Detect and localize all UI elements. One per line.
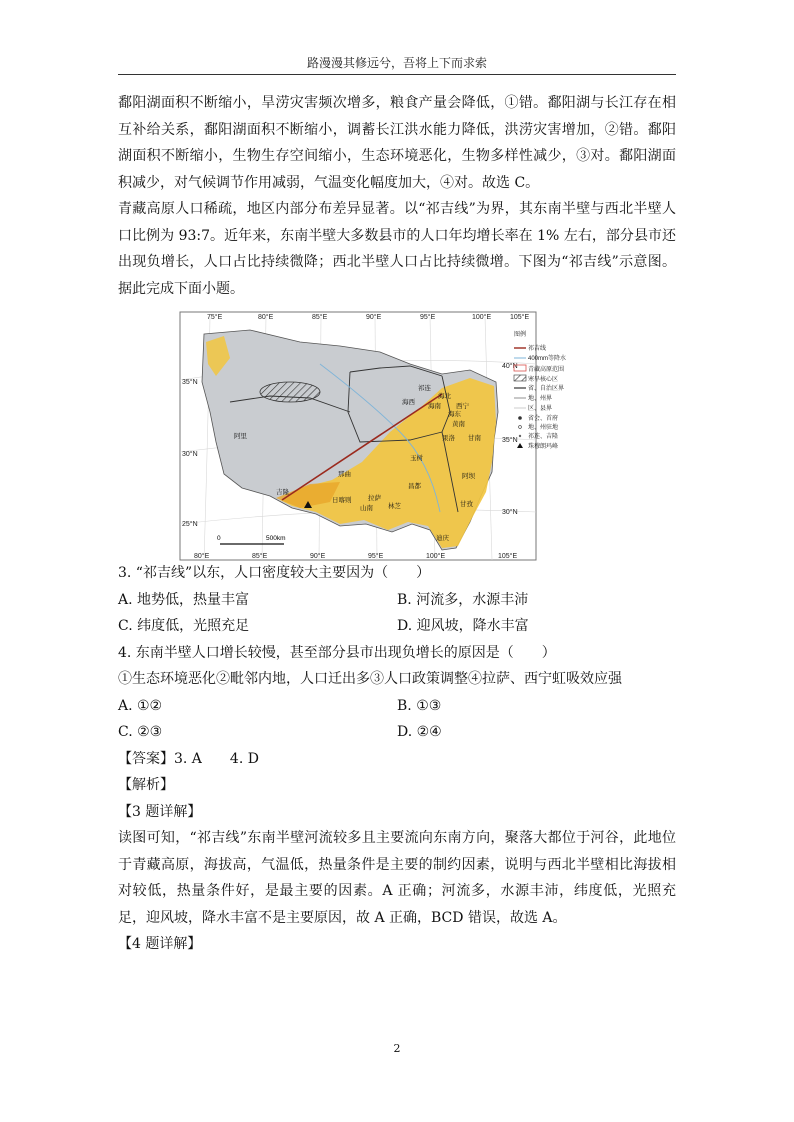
analysis-label: 【解析】 [118, 777, 174, 793]
bottom-lon-label: 100°E [426, 553, 446, 560]
place-label: 海北 [438, 393, 451, 400]
place-label: 阿坝 [462, 473, 475, 480]
page-content [118, 90, 676, 958]
bottom-lon-label: 95°E [368, 553, 384, 560]
q3-detail-label: 【3 题详解】 [118, 803, 202, 820]
q3-option-d: D. 迎风坡，降水丰富 [397, 618, 529, 634]
place-label: 昌都 [408, 483, 421, 490]
q4-options-row-1 [118, 693, 676, 720]
left-lat-label: 35°N [182, 379, 198, 386]
top-lon-label: 90°E [366, 314, 382, 321]
place-label: 玉树 [410, 455, 423, 462]
paragraph-poyang: 鄱阳湖面积不断缩小，旱涝灾害频次增多，粮食产量会降低，①错。鄱阳湖与长江存在相互补给关系，鄱阳湖面积不断缩小，调蓄长江洪水能力降低，洪涝灾害增加，②错。鄱阳湖面积不断缩小，生物生存空间缩小，生态环境恶化，生物多样性减少，③对。鄱阳湖面积减少，对气候调节作用减弱，气温变化幅度加大，④对。故选 C。 [118, 95, 676, 191]
top-lon-label: 85°E [312, 314, 328, 321]
left-lat-label: 25°N [182, 521, 198, 528]
q4-stem: 4. 东南半壁人口增长较慢，甚至部分县市出现负增长的原因是（ ） [118, 644, 556, 661]
q4-option-c: C. ②③ [118, 724, 163, 740]
place-label: 吉隆 [276, 489, 289, 496]
legend-item: 省、自治区界 [528, 386, 565, 392]
q4-option-d: D. ②④ [397, 724, 442, 740]
place-label: 拉萨 [368, 495, 381, 502]
bottom-lon-label: 105°E [498, 553, 518, 560]
place-label: 海南 [428, 403, 441, 410]
q4-statements: ①生态环境恶化②毗邻内地，人口迁出多③人口政策调整④拉萨、西宁虹吸效应强 [118, 671, 622, 687]
bottom-lon-label: 80°E [194, 553, 210, 560]
paragraph-intro: 青藏高原人口稀疏，地区内部分布差异显著。以“祁吉线”为界，其东南半壁与西北半壁人口比例为 93:7。近年来，东南半壁大多数县市的人口年均增长率在 1% 左右，部分县市还出现负增长，人口占比持续微降；西北半壁人口占比持续微增。下图为“祁吉线”示意图。据此完成下面小题。 [118, 201, 676, 297]
answer-line: 【答案】3. A 4. D [118, 750, 259, 767]
right-lat-label: 40°N [502, 363, 518, 370]
legend-item: 区、县界 [528, 406, 553, 412]
place-label: 甘南 [468, 435, 481, 442]
q4-option-a: A. ①② [118, 697, 163, 714]
q4-options-row-2 [118, 719, 676, 746]
q3-stem: 3. “祁吉线”以东，人口密度较大主要因为（ ） [118, 565, 431, 581]
legend-item: 寒旱核心区 [528, 377, 559, 383]
place-label: 西宁 [456, 403, 469, 410]
legend-item: 400mm等降水 [528, 356, 567, 362]
q4-option-b: B. ①③ [397, 697, 442, 714]
qiji-line-map [180, 312, 567, 560]
place-label: 果洛 [442, 435, 455, 442]
left-lat-label: 30°N [182, 451, 198, 458]
place-label: 迪庆 [436, 535, 449, 542]
place-label: 林芝 [388, 503, 401, 510]
arid-core-area [260, 382, 320, 402]
place-label: 阿里 [234, 433, 247, 440]
place-label: 山南 [360, 505, 373, 512]
top-lon-label: 75°E [207, 314, 223, 321]
place-label: 那曲 [338, 471, 351, 478]
page-header: 路漫漫其修远兮，吾将上下而求索 [118, 54, 676, 75]
page-number: 2 [393, 1042, 401, 1055]
q4-detail-label: 【4 题详解】 [118, 936, 202, 952]
legend-title: 图例 [514, 332, 527, 338]
top-lon-label: 100°E [472, 314, 492, 321]
place-label: 黄南 [452, 421, 465, 428]
top-lon-label: 80°E [258, 314, 274, 321]
q3-option-b: B. 河流多，水源丰沛 [397, 591, 529, 608]
scale-zero: 0 [217, 535, 221, 542]
right-lat-label: 30°N [502, 509, 518, 516]
top-lon-label: 95°E [420, 314, 436, 321]
place-label: 祁连 [418, 385, 431, 392]
q3-options-row-1 [118, 587, 676, 614]
q3-option-c: C. 纬度低，光照充足 [118, 618, 250, 634]
q3-option-a: A. 地势低，热量丰富 [118, 591, 250, 608]
place-label: 海西 [402, 399, 415, 406]
legend-item: 地、州驻地 [528, 425, 559, 431]
legend-item: 祁吉线 [528, 346, 547, 352]
bottom-lon-label: 85°E [252, 553, 268, 560]
legend-item: 青藏高原范围 [528, 367, 565, 373]
scale-label: 500km [266, 535, 286, 542]
legend-item: 祁连、吉隆 [528, 434, 559, 440]
legend-item: 地、州界 [528, 396, 553, 402]
legend-item: 省会、首府 [528, 416, 559, 422]
right-lat-label: 35°N [502, 437, 518, 444]
top-lon-label: 105°E [510, 314, 530, 321]
legend-item: 珠穆朗玛峰 [528, 444, 559, 450]
place-label: 甘孜 [460, 501, 473, 508]
bottom-lon-label: 90°E [310, 553, 326, 560]
place-label: 海东 [448, 411, 461, 418]
q3-detail-text: 读图可知，“祁吉线”东南半壁河流较多且主要流向东南方向，聚落大都位于河谷，此地位于青藏高原，海拔高，气温低，热量条件是主要的制约因素，说明与西北半壁相比海拔相对较低，热量条件好，是最主要的因素。A 正确；河流多，水源丰沛，纬度低，光照充足，迎风坡，降水丰富不是主要原因，故 A 正确，BCD 错误，故选 A。 [118, 830, 676, 926]
place-label: 日喀则 [332, 497, 352, 504]
q3-options-row-2 [118, 613, 676, 640]
